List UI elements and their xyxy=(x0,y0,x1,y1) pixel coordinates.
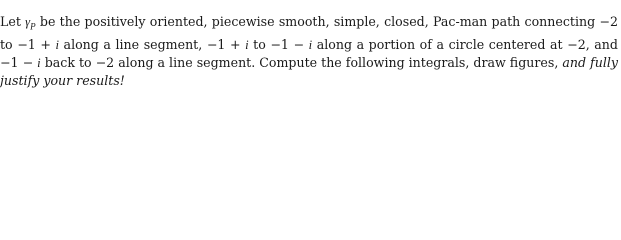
problem-line-3: −1 − i back to −2 along a line segment. Compute the following integrals, draw figures, and fully xyxy=(0,54,618,70)
problem-statement xyxy=(0,13,618,89)
emphasis-text: and fully xyxy=(562,54,618,70)
problem-line-1: Let $\gamma_P$ be the positively oriented, piecewise smooth, simple, closed, Pac-man path connecting −2 xyxy=(0,14,618,32)
problem-line-2: to −1 + i along a line segment, −1 + i to −1 − i along a portion of a circle centered at −2, and xyxy=(0,36,618,52)
problem-line-4 xyxy=(0,72,618,89)
gamma-subscript: P xyxy=(30,21,36,32)
gamma-symbol: γ xyxy=(25,15,31,29)
emphasis-text-end: justify your results! xyxy=(0,72,125,88)
